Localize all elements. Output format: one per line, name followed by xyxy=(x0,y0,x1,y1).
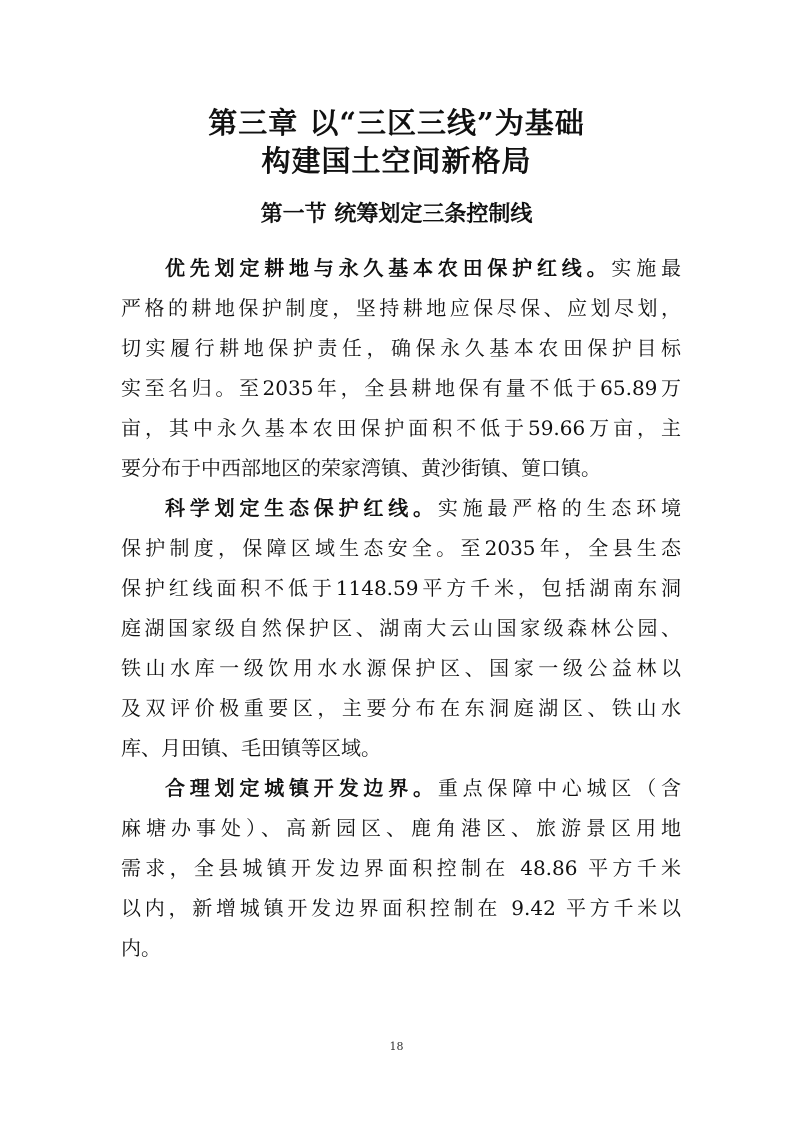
paragraph-line xyxy=(121,488,681,528)
paragraph-line: 要分布于中西部地区的荣家湾镇、黄沙街镇、筻口镇。 xyxy=(121,456,601,480)
paragraph-line: 亩，其中永久基本农田保护面积不低于59.66万亩，主 xyxy=(121,416,681,440)
chapter-title-line-1: 第三章 以“三区三线”为基础 xyxy=(208,106,585,140)
section-title: 第一节 统筹划定三条控制线 xyxy=(260,202,533,227)
paragraph-line: 内。 xyxy=(121,936,161,960)
paragraph-line: 实至名归。至2035年，全县耕地保有量不低于65.89万 xyxy=(121,376,681,400)
paragraph-line: 切实履行耕地保护责任，确保永久基本农田保护目标 xyxy=(121,336,681,360)
paragraph-lead: 优先划定耕地与永久基本农田保护红线。 xyxy=(165,256,612,280)
paragraph-urban-boundary xyxy=(121,768,681,968)
paragraph-line xyxy=(121,768,681,808)
paragraph-line: 铁山水库一级饮用水水源保护区、国家一级公益林以 xyxy=(121,656,681,680)
paragraph-text: 实施最严格的生态环境 xyxy=(437,496,682,520)
paragraph-farmland-redline xyxy=(121,248,681,488)
paragraph-lead: 合理划定城镇开发边界。 xyxy=(165,776,438,800)
paragraph-line xyxy=(121,248,681,288)
paragraph-line: 以内，新增城镇开发边界面积控制在 9.42 平方千米以 xyxy=(121,896,681,920)
paragraph-ecological-redline xyxy=(121,488,681,768)
paragraph-line: 库、月田镇、毛田镇等区域。 xyxy=(121,736,381,760)
paragraph-line: 保护红线面积不低于1148.59平方千米，包括湖南东洞 xyxy=(121,576,681,600)
paragraph-line: 麻塘办事处）、高新园区、鹿角港区、旅游景区用地 xyxy=(121,816,681,840)
paragraph-line: 庭湖国家级自然保护区、湖南大云山国家级森林公园、 xyxy=(121,616,681,640)
paragraph-line: 及双评价极重要区，主要分布在东洞庭湖区、铁山水 xyxy=(121,696,681,720)
paragraph-lead: 科学划定生态保护红线。 xyxy=(165,496,438,520)
paragraph-line: 严格的耕地保护制度，坚持耕地应保尽保、应划尽划， xyxy=(121,296,681,320)
paragraph-text: 重点保障中心城区（含 xyxy=(437,776,682,800)
chapter-title-line-2: 构建国土空间新格局 xyxy=(261,144,532,178)
paragraph-text: 实施最 xyxy=(611,256,682,280)
paragraph-line: 保护制度，保障区域生态安全。至2035年，全县生态 xyxy=(121,536,681,560)
paragraph-line: 需求，全县城镇开发边界面积控制在 48.86 平方千米 xyxy=(121,856,681,880)
page-number: 18 xyxy=(389,1040,404,1053)
